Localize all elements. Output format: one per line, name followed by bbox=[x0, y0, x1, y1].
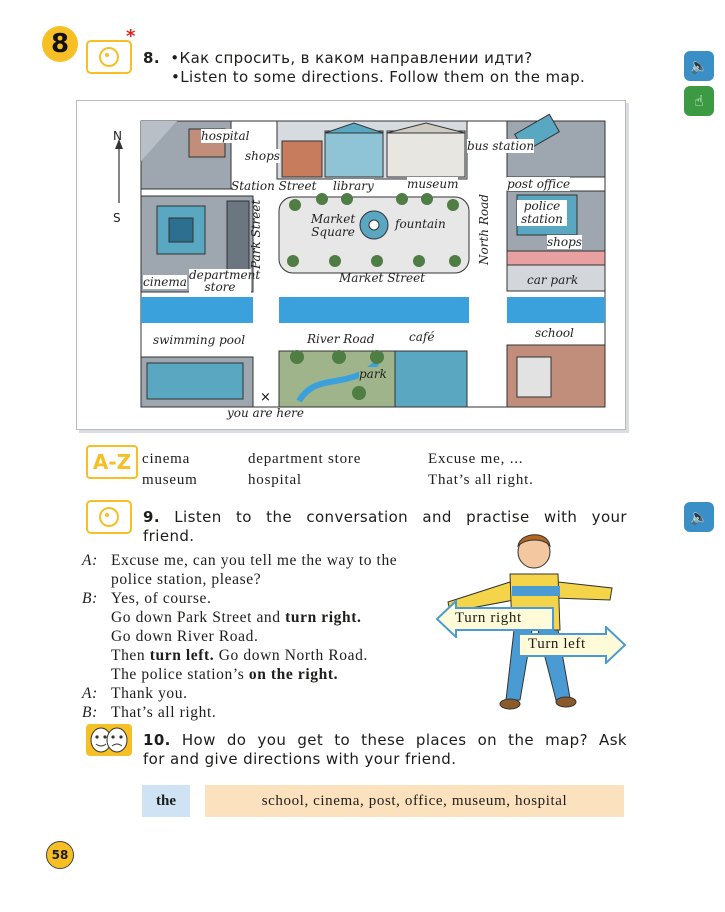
vocab-phrase: That’s all right. bbox=[428, 472, 534, 488]
label-swimming-pool: swimming pool bbox=[153, 333, 246, 347]
bridge-park-street bbox=[253, 293, 279, 327]
label-cafe: café bbox=[409, 330, 435, 344]
task10-line1: 10. How do you get to these places on the map? Ask bbox=[143, 731, 628, 749]
you-are-here-marker: × bbox=[260, 390, 271, 405]
label-river-road: River Road bbox=[307, 332, 375, 346]
label-school: school bbox=[535, 326, 574, 340]
touch-button[interactable] bbox=[684, 86, 714, 116]
dialogue-line: Thank you. bbox=[111, 685, 188, 702]
label-north-road: North Road bbox=[477, 194, 491, 265]
label-car-park: car park bbox=[527, 273, 579, 287]
vocab-word: museum bbox=[142, 472, 198, 488]
label-you-are-here: you are here bbox=[227, 406, 305, 420]
unit-number-badge: 8 bbox=[42, 26, 78, 62]
task8-line-ru: 8. •Как спросить, в каком направлении идти? bbox=[143, 49, 533, 67]
words-box: school, cinema, post, office, museum, hospital bbox=[205, 785, 624, 817]
turn-right-label: Turn right bbox=[455, 610, 522, 626]
speaker-icon: 🔈 bbox=[689, 57, 709, 75]
label-station-street: Station Street bbox=[231, 179, 317, 193]
vocab-word: hospital bbox=[248, 472, 302, 488]
speaker-b: B: bbox=[82, 590, 98, 607]
label-fountain: fountain bbox=[395, 217, 446, 231]
label-shops-right: shops bbox=[547, 235, 582, 249]
audio-disc-icon[interactable] bbox=[86, 500, 132, 534]
vocab-phrase: Excuse me, ... bbox=[428, 451, 524, 467]
speaker-icon: 🔈 bbox=[689, 508, 709, 526]
task8-line-en: •Listen to some directions. Follow them on the map. bbox=[171, 68, 586, 86]
dialogue-line: Excuse me, can you tell me the way to the bbox=[111, 552, 398, 569]
label-park-street: Park Street bbox=[249, 199, 263, 269]
dictionary-icon: A-Z bbox=[86, 445, 138, 479]
page-number: 58 bbox=[46, 841, 74, 869]
vocab-word: department store bbox=[248, 451, 362, 467]
label-museum: museum bbox=[407, 177, 459, 191]
star-icon: * bbox=[126, 26, 136, 47]
dialogue-line: Yes, of course. bbox=[111, 590, 212, 607]
article-box: the bbox=[142, 785, 190, 817]
dialogue-line: Then turn left. Go down North Road. bbox=[111, 647, 368, 664]
task9-line1: 9. Listen to the conversation and practise with your bbox=[143, 508, 627, 526]
audio-button[interactable] bbox=[684, 502, 714, 532]
masks-icon bbox=[86, 724, 132, 756]
dialogue-line: The police station’s on the right. bbox=[111, 666, 339, 683]
vocab-word: cinema bbox=[142, 451, 191, 467]
bridge-north-road bbox=[469, 293, 507, 327]
task10-line2: for and give directions with your friend. bbox=[143, 750, 457, 768]
dialogue-line: That’s all right. bbox=[111, 704, 217, 721]
speaker-b: B: bbox=[82, 704, 98, 721]
speaker-a: A: bbox=[82, 685, 98, 702]
library-museum-block bbox=[277, 121, 467, 179]
label-market-square: Market Square bbox=[310, 212, 356, 239]
dialogue-line: police station, please? bbox=[111, 571, 262, 588]
label-department-store: department store bbox=[189, 268, 261, 294]
dialogue-line: Go down River Road. bbox=[111, 628, 259, 645]
speaker-a: A: bbox=[82, 552, 98, 569]
task9-line2: friend. bbox=[143, 527, 195, 545]
hand-pointer-icon: ☝ bbox=[694, 92, 704, 110]
label-park: park bbox=[359, 367, 387, 381]
label-hospital: hospital bbox=[201, 129, 250, 143]
swimming-pool-block bbox=[141, 357, 253, 407]
label-shops-top: shops bbox=[245, 149, 280, 163]
river bbox=[141, 297, 605, 323]
town-map bbox=[76, 100, 626, 430]
label-post-office: post office bbox=[507, 177, 571, 191]
school-block bbox=[507, 345, 605, 407]
label-police-station: police station bbox=[517, 200, 567, 226]
label-cinema: cinema bbox=[143, 275, 187, 289]
turn-left-label: Turn left bbox=[528, 636, 586, 652]
label-market-street: Market Street bbox=[339, 271, 425, 285]
compass-south: S bbox=[113, 211, 121, 225]
audio-button[interactable] bbox=[684, 51, 714, 81]
dialogue-line: Go down Park Street and turn right. bbox=[111, 609, 362, 626]
label-bus-station: bus station bbox=[467, 139, 535, 153]
compass-north: N bbox=[113, 129, 122, 143]
label-library: library bbox=[333, 179, 374, 193]
